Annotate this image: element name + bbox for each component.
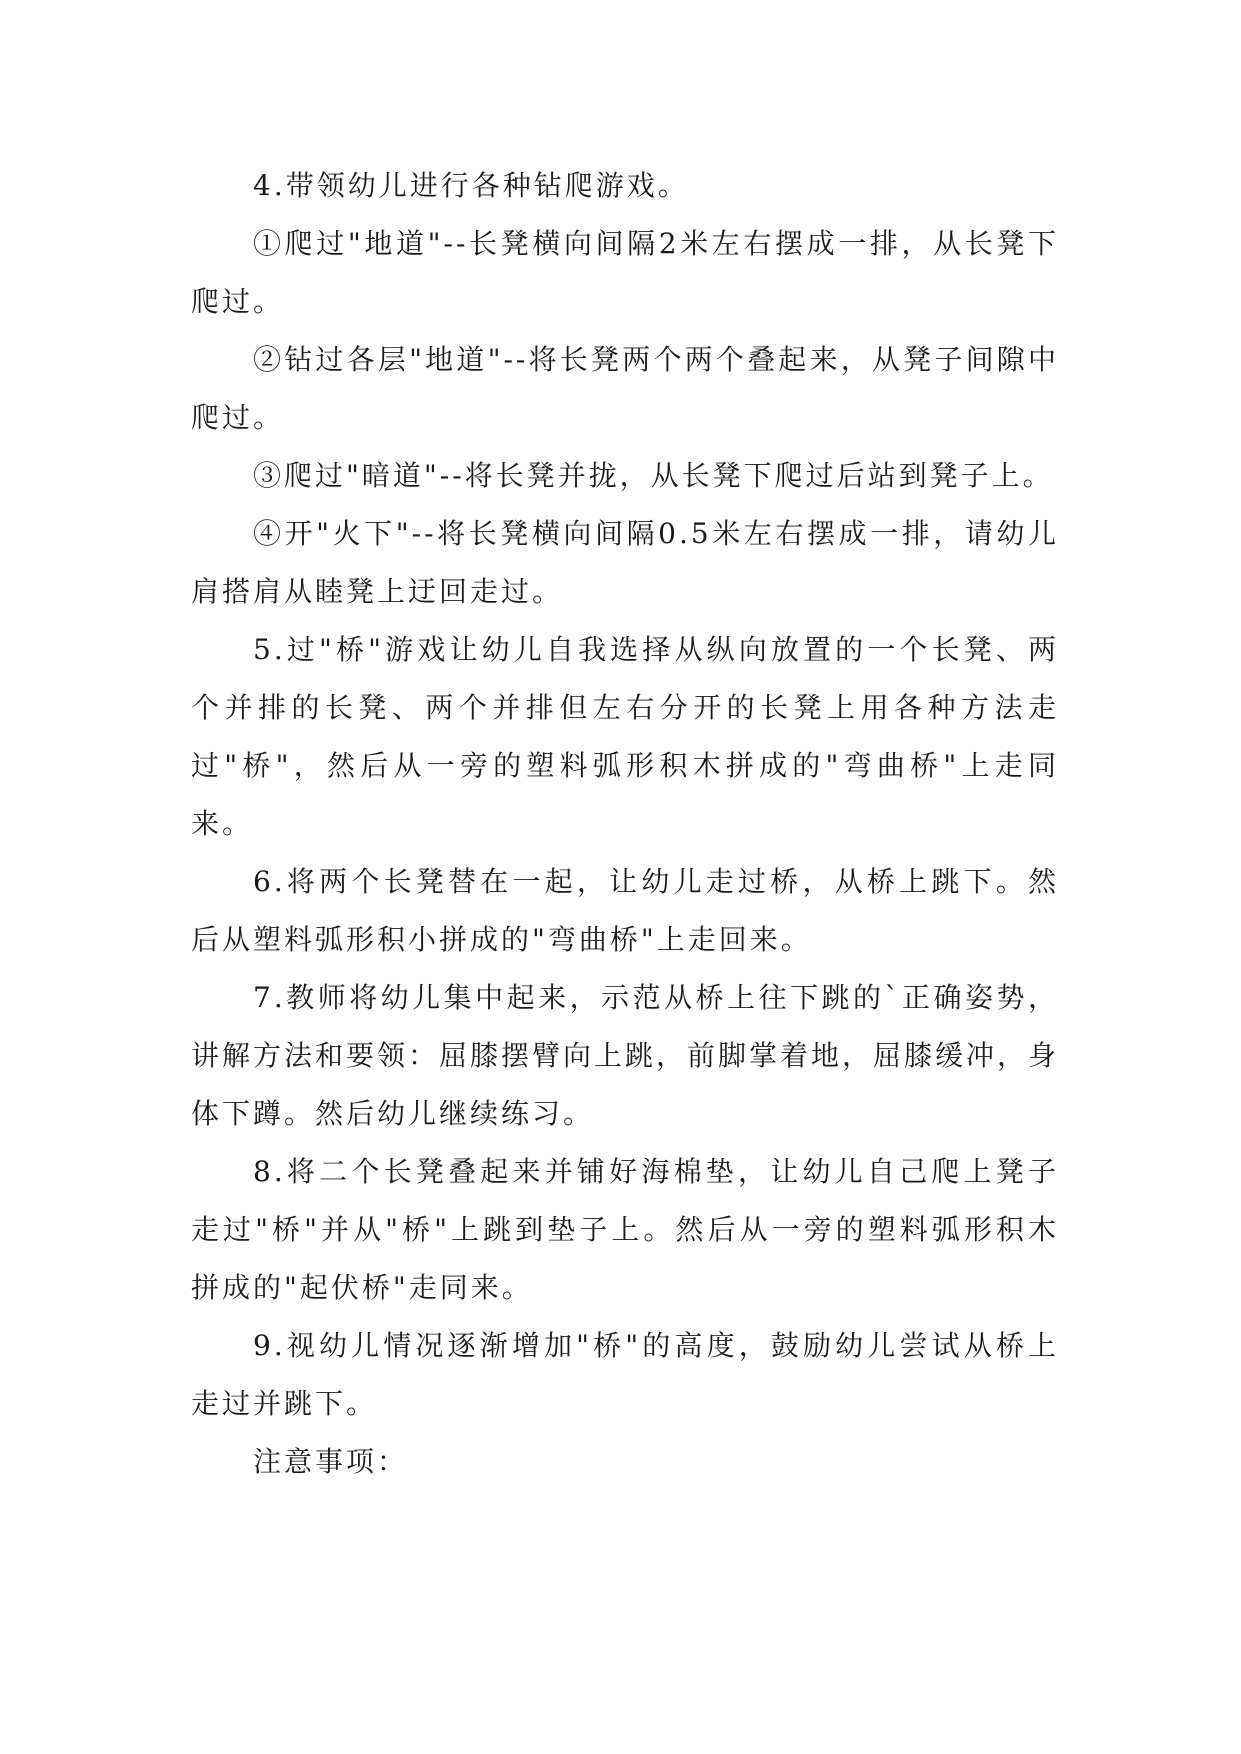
paragraph-step-4-3: ③爬过"暗道"--将长凳并拢，从长凳下爬过后站到凳子上。 xyxy=(253,459,1054,492)
document-body xyxy=(191,157,1059,1491)
paragraph-notes-heading: 注意事项： xyxy=(253,1445,409,1478)
paragraph-step-4-4: ④开"火下"--将长凳横向间隔0.5米左右摆成一排，请幼儿肩搭肩从睦凳上迂回走过。 xyxy=(191,517,1059,608)
paragraph-step-6: 6.将两个长凳替在一起，让幼儿走过桥，从桥上跳下。然后从塑料弧形积小拼成的"弯曲桥"上走回来。 xyxy=(191,865,1059,956)
paragraph-step-8: 8.将二个长凳叠起来并铺好海棉垫，让幼儿自己爬上凳子走过"桥"并从"桥"上跳到垫子上。然后从一旁的塑料弧形积木拼成的"起伏桥"走同来。 xyxy=(191,1155,1059,1304)
paragraph-step-4-2: ②钻过各层"地道"--将长凳两个两个叠起来，从凳子间隙中爬过。 xyxy=(191,343,1059,434)
paragraph-step-4: 4.带领幼儿进行各种钻爬游戏。 xyxy=(253,169,689,202)
paragraph-step-7: 7.教师将幼儿集中起来，示范从桥上往下跳的`正确姿势，讲解方法和要领：屈膝摆臂向上跳，前脚掌着地，屈膝缓冲，身体下蹲。然后幼儿继续练习。 xyxy=(191,981,1060,1130)
paragraph-step-4-1: ①爬过"地道"--长凳横向间隔2米左右摆成一排，从长凳下爬过。 xyxy=(191,227,1059,318)
paragraph-step-9: 9.视幼儿情况逐渐增加"桥"的高度，鼓励幼儿尝试从桥上走过并跳下。 xyxy=(191,1329,1059,1420)
paragraph-step-5: 5.过"桥"游戏让幼儿自我选择从纵向放置的一个长凳、两个并排的长凳、两个并排但左右分开的长凳上用各种方法走过"桥"，然后从一旁的塑料弧形积木拼成的"弯曲桥"上走同来。 xyxy=(191,633,1059,840)
